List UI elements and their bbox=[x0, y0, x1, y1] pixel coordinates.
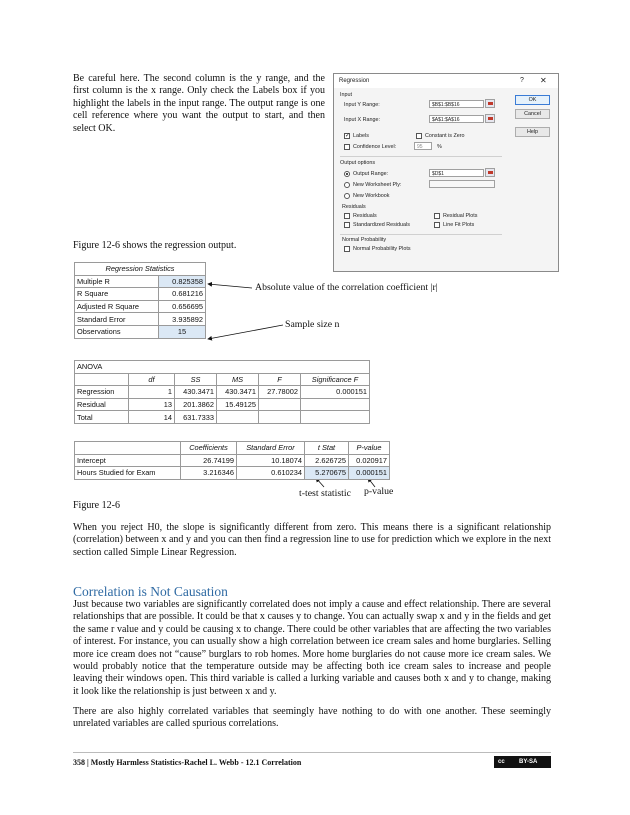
table-title: Regression Statistics bbox=[75, 263, 206, 276]
figure-caption: Figure 12-6 bbox=[73, 500, 120, 511]
table-title: ANOVA bbox=[75, 361, 370, 374]
input-y-label: Input Y Range: bbox=[344, 102, 380, 108]
std-residuals-label: Standardized Residuals bbox=[353, 222, 410, 228]
coefficients-table bbox=[74, 441, 390, 480]
cc-license-badge bbox=[494, 756, 551, 768]
abs-r-arrow bbox=[208, 284, 252, 288]
confidence-field[interactable]: 95 bbox=[414, 142, 432, 150]
new-workbook-label: New Workbook bbox=[353, 193, 390, 199]
line-fit-label: Line Fit Plots bbox=[443, 222, 475, 228]
output-range-field[interactable]: $D$1 bbox=[429, 169, 484, 177]
abs-r-annotation: Absolute value of the correlation coefficient |r| bbox=[255, 282, 438, 293]
license-label: BY-SA bbox=[519, 759, 538, 765]
table-row: R Square 0.681216 bbox=[75, 288, 206, 301]
table-row: Regression 1 430.3471 430.3471 27.78002 0.000151 bbox=[75, 386, 370, 399]
normal-group-label: Normal Probability bbox=[342, 237, 387, 243]
causation-paragraph: Just because two variables are significantly correlated does not imply a cause and effect relationship. There are several relationships that are possible. It could be that x causes y to change. You can actually swap x and y in the fields and get the same r value and y could be causing x to change. There could be other variables that are affecting the two variables of interest. For instance, you can usually show a high correlation between ice cream sales and home burglaries. Selling more ice cream does not “cause” burglars to rob homes. More home burglaries do not cause more ice cream sales. We would probably notice that the temperature outside may be affecting both ice cream sales to increase and people leaving their windows open. This third variable is called a lurking variable and causes both x and y to change, making it look like the relationship is just between x and y. bbox=[73, 599, 551, 697]
anova-table bbox=[74, 360, 370, 424]
footer-rule bbox=[73, 752, 551, 753]
input-y-field[interactable]: $B$1:$B$16 bbox=[429, 100, 484, 108]
table-row: Residual 13 201.3862 15.49125 bbox=[75, 398, 370, 411]
multiple-r-value: 0.825358 bbox=[159, 275, 206, 288]
output-range-label: Output Range: bbox=[353, 171, 389, 177]
residuals-label: Residuals bbox=[353, 213, 377, 219]
table-row: Multiple R 0.825358 bbox=[75, 275, 206, 288]
reject-paragraph: When you reject H0, the slope is significantly different from zero. This means there is a significant relationship (correlation) between x and y and you can then find a regression line to use for prediction which we explore in the next section called Simple Linear Regression. bbox=[73, 522, 551, 558]
table-header-row: df SS MS F Significance F bbox=[75, 373, 370, 386]
dialog-title: Regression bbox=[339, 78, 370, 84]
table-row: Total 14 631.7333 bbox=[75, 411, 370, 424]
output-group-label: Output options bbox=[340, 160, 376, 166]
new-ply-label: New Worksheet Ply: bbox=[353, 182, 402, 188]
figure-intro: Figure 12-6 shows the regression output. bbox=[73, 240, 237, 251]
help-icon[interactable]: ? bbox=[520, 77, 524, 84]
table-row: Observations 15 bbox=[75, 325, 206, 338]
cancel-button[interactable]: Cancel bbox=[515, 109, 550, 119]
normal-plots-label: Normal Probability Plots bbox=[353, 246, 411, 252]
table-header-row: Coefficients Standard Error t Stat P-value bbox=[75, 442, 390, 455]
table-row: Intercept 26.74199 10.18074 2.626725 0.020917 bbox=[75, 454, 390, 467]
input-x-field[interactable]: $A$1:$A$16 bbox=[429, 115, 484, 123]
table-row: Standard Error 3.935892 bbox=[75, 313, 206, 326]
t-stat-value: 5.270675 bbox=[305, 467, 349, 480]
p-value-value: 0.000151 bbox=[349, 467, 390, 480]
close-icon[interactable]: ✕ bbox=[540, 76, 547, 85]
labels-label: Labels bbox=[353, 133, 369, 139]
table-row: Hours Studied for Exam 3.216346 0.610234 5.270675 0.000151 bbox=[75, 467, 390, 480]
input-group-label: Input bbox=[340, 92, 352, 98]
sample-size-annotation: Sample size n bbox=[285, 319, 340, 330]
residuals-group-label: Residuals bbox=[342, 204, 366, 210]
residual-plots-label: Residual Plots bbox=[443, 213, 478, 219]
p-value-annotation: p-value bbox=[364, 486, 394, 497]
input-x-label: Input X Range: bbox=[344, 117, 380, 123]
observations-value: 15 bbox=[159, 325, 206, 338]
page-footer: 358 | Mostly Harmless Statistics-Rachel L. Webb - 12.1 Correlation bbox=[73, 758, 302, 767]
spurious-paragraph: There are also highly correlated variables that seemingly have nothing to do with one another. These seemingly unrelated variables are called spurious correlations. bbox=[73, 706, 551, 730]
intro-paragraph: Be careful here. The second column is the y range, and the first column is the x range. Only check the Labels box if you highlight the labels in the input range. The output range is one cell reference where you want the output to start, and then select OK. bbox=[73, 73, 325, 134]
help-button[interactable]: Help bbox=[515, 127, 550, 137]
sample-size-arrow bbox=[208, 325, 283, 339]
section-title: Correlation is Not Causation bbox=[73, 584, 228, 599]
percent-label: % bbox=[437, 144, 442, 150]
ok-button[interactable]: OK bbox=[515, 95, 550, 105]
table-row: Adjusted R Square 0.656695 bbox=[75, 300, 206, 313]
t-stat-annotation: t-test statistic bbox=[299, 488, 351, 499]
constant-zero-label: Constant is Zero bbox=[425, 133, 465, 139]
cc-icon: cc bbox=[498, 759, 505, 765]
section-heading bbox=[73, 584, 228, 600]
confidence-label: Confidence Level: bbox=[353, 144, 397, 150]
